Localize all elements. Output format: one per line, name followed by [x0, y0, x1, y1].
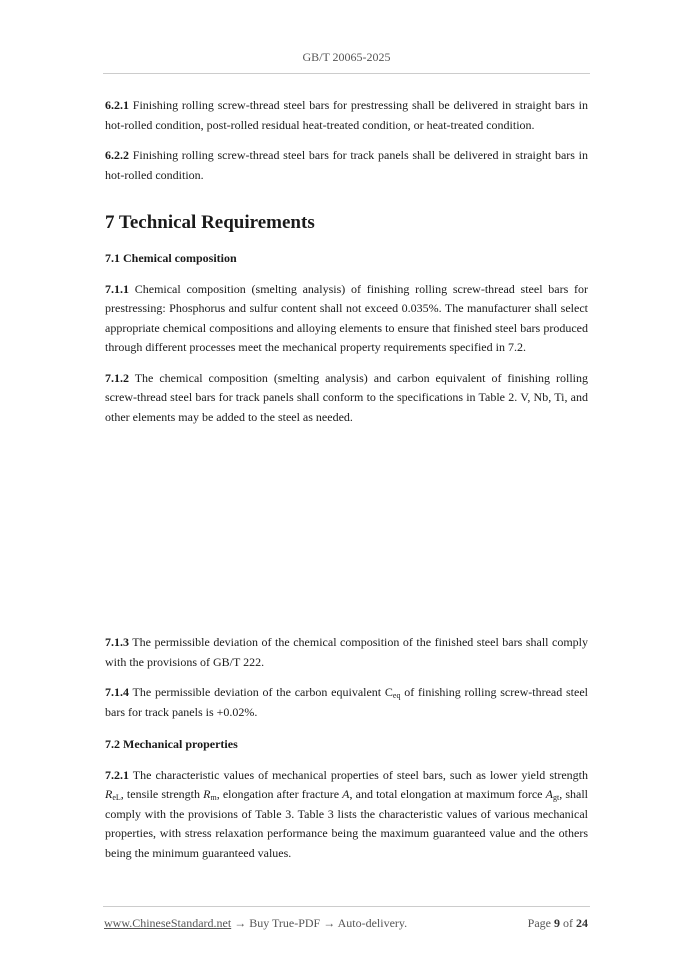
header-divider — [103, 73, 590, 74]
clause-text: , shall comply with the provisions of Table 3. Table 3 lists the characteristic values of various mechanical properties, with stress relaxation performance being the maximum guaranteed value and the others being the minimum guaranteed values. — [105, 787, 589, 860]
symbol: A — [342, 787, 350, 801]
clause-text: Finishing rolling screw-thread steel bars for prestressing shall be delivered in straight bars in hot-rolled condition, post-rolled residual heat-treated condition, or heat-treated condition. — [105, 98, 588, 132]
symbol: R — [203, 787, 211, 801]
clause-7-1-3 — [105, 633, 588, 672]
symbol: A — [545, 787, 553, 801]
auto-delivery-text: Auto-delivery. — [335, 916, 408, 930]
subscript: eq — [392, 691, 401, 700]
subsection-title-7-2: 7.2 Mechanical properties — [105, 737, 238, 751]
clause-text: of finishing rolling screw-thread steel bars for track panels is +0.02%. — [105, 685, 588, 719]
arrow-icon: → — [323, 916, 336, 930]
clause-number: 6.2.1 — [105, 98, 129, 112]
clause-text: , tensile strength — [120, 787, 204, 801]
page-counter — [528, 916, 588, 931]
page-label: Page — [527, 916, 551, 930]
clause-number: 7.2.1 — [105, 767, 129, 782]
blank-space — [105, 427, 588, 633]
clause-6-2-2 — [105, 146, 588, 185]
clause-number: 7.1.3 — [105, 635, 129, 649]
section-title: 7 Technical Requirements — [105, 212, 315, 233]
subscript: gt — [552, 793, 560, 802]
clause-text: Chemical composition (smelting analysis) of finishing rolling screw-thread steel bars for prestressing: Phosphorus and sulfur content shall not exceed 0.035%. The manufacturer shall select appropriate chemical compositions and alloying elements to ensure that finished steel bars produced through different processes meet the mechanical property requirements specified in 7.2. — [105, 281, 588, 354]
clause-number: 7.1.4 — [105, 685, 129, 699]
clause-number: 7.1.1 — [105, 281, 129, 296]
clause-number: 6.2.2 — [105, 148, 129, 162]
page-header — [0, 50, 693, 65]
clause-7-1-1 — [105, 280, 588, 358]
footer-links — [104, 916, 407, 931]
page-number: 9 — [554, 916, 560, 930]
arrow-icon: → — [234, 916, 247, 930]
clause-text: The characteristic values of mechanical properties of steel bars, such as lower yield strength — [129, 767, 588, 782]
page-body — [105, 96, 588, 863]
clause-7-1-2 — [105, 369, 588, 428]
clause-6-2-1 — [105, 96, 588, 135]
buy-pdf-text: Buy True-PDF — [246, 916, 324, 930]
of-label: of — [563, 916, 573, 930]
subsection-title-7-1: 7.1 Chemical composition — [105, 251, 237, 265]
clause-text: The permissible deviation of the chemical composition of the finished steel bars shall comply with the provisions of GB/T 222. — [105, 635, 588, 669]
subscript: eL — [112, 793, 121, 802]
subscript: m — [210, 793, 217, 802]
clause-text: The permissible deviation of the carbon equivalent C — [129, 685, 393, 699]
footer-divider — [103, 906, 590, 907]
clause-7-2-1 — [105, 766, 588, 864]
clause-text: , elongation after fracture — [216, 787, 343, 801]
page-total: 24 — [576, 916, 588, 930]
clause-number: 7.1.2 — [105, 370, 129, 385]
symbol: R — [105, 787, 113, 801]
clause-text: The chemical composition (smelting analysis) and carbon equivalent of finishing rolling screw-thread steel bars for track panels shall conform to the specifications in Table 2. V, Nb, Ti, and other elements may be added to the steel as needed. — [105, 370, 588, 424]
clause-text: Finishing rolling screw-thread steel bars for track panels shall be delivered in straight bars in hot-rolled condition. — [105, 148, 588, 182]
clause-text: , and total elongation at maximum force — [349, 787, 546, 801]
website-link[interactable]: www.ChineseStandard.net — [104, 916, 232, 930]
clause-7-1-4 — [105, 683, 588, 722]
document-id: GB/T 20065-2025 — [302, 50, 391, 64]
